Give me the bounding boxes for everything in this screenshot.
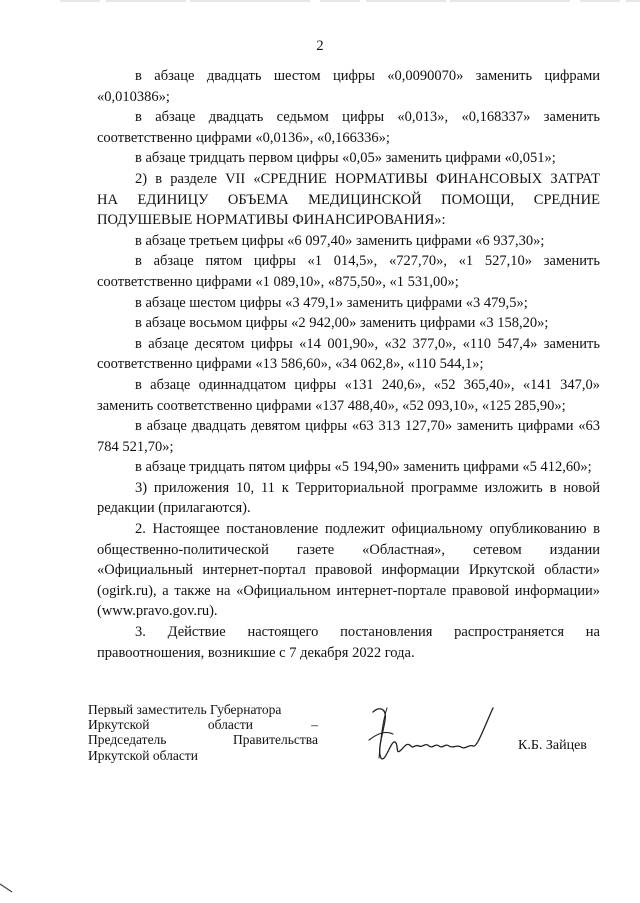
paragraph: 3) приложения 10, 11 к Территориальной программе изложить в новой редакции (прилагаются). [97,479,600,517]
paragraph: 3. Действие настоящего постановления распространяется на правоотношения, возникшие с 7 декабря 2022 года. [97,624,600,661]
signatory-title-line: – [311,717,318,733]
signer-name: К.Б. Зайцев [518,738,587,753]
paragraph: в абзаце двадцать шестом цифры «0,0090070» заменить цифрами «0,010386»; [97,68,600,105]
paragraph: в абзаце пятом цифры «1 014,5», «727,70», «1 527,10» заменить соответственно цифрами «1 089,10», «875,50», «1 531,00»; [97,253,600,290]
paragraph: в абзаце двадцать девятом цифры «63 313 127,70» заменить цифрами «63 784 521,70»; [97,418,600,455]
scan-corner-mark [0,870,20,900]
signatory-title-line: Правительства [233,732,318,748]
signatory-title-line: Иркутской области [88,747,199,763]
paragraph: в абзаце одиннадцатом цифры «131 240,6», «52 365,40», «141 347,0» заменить соответственно цифрами «137 488,40», «52 093,10», «125 285,90»; [97,376,600,414]
paragraph: в абзаце восьмом цифры «2 942,00» заменить цифрами «3 158,20»; [135,315,549,332]
signatory-title-line: области [207,717,253,733]
page-number: 2 [316,38,324,54]
paragraph: в абзаце двадцать седьмом цифры «0,013», «0,168337» заменить соответственно цифрами «0,0136», «0,166336»; [97,109,600,146]
paragraph: 2. Настоящее постановление подлежит официальному опубликованию в общественно-политической газете «Областная», сетевом издании «Официальный интернет-портал правовой информации Иркутской области» (ogirk.ru), а также на «Официальном интернет-портале правовой информации» (www.pravo.gov.ru). [97,521,600,620]
paragraph: в абзаце шестом цифры «3 479,1» заменить цифрами «3 479,5»; [135,294,528,311]
section-heading-line: 2) в разделе VII «СРЕДНИЕ НОРМАТИВЫ ФИНАНСОВЫХ ЗАТРАТ [135,170,600,187]
paragraph: в абзаце третьем цифры «6 097,40» заменить цифрами «6 937,30»; [135,232,545,249]
section-heading-line: ПОДУШЕВЫЕ НОРМАТИВЫ ФИНАНСИРОВАНИЯ»: [97,212,446,229]
section-heading-line: НА ЕДИНИЦУ ОБЪЕМА МЕДИЦИНСКОЙ ПОМОЩИ, СРЕДНИЕ [97,191,600,208]
signatory-title-line: Первый заместитель Губернатора [88,702,282,717]
document-body [97,66,600,663]
paragraph: в абзаце десятом цифры «14 001,90», «32 377,0», «110 547,4» заменить соответственно цифрами «13 586,60», «34 062,8», «110 544,1»; [97,335,600,373]
scan-edge-mark [60,0,640,3]
handwritten-signature [365,700,500,770]
signatory-title [88,702,318,763]
paragraph: в абзаце тридцать первом цифры «0,05» заменить цифрами «0,051»; [135,150,556,167]
paragraph: в абзаце тридцать пятом цифры «5 194,90» заменить цифрами «5 412,60»; [135,459,592,476]
signatory-title-line: Иркутской [88,717,150,733]
signatory-title-line: Председатель [88,732,167,748]
